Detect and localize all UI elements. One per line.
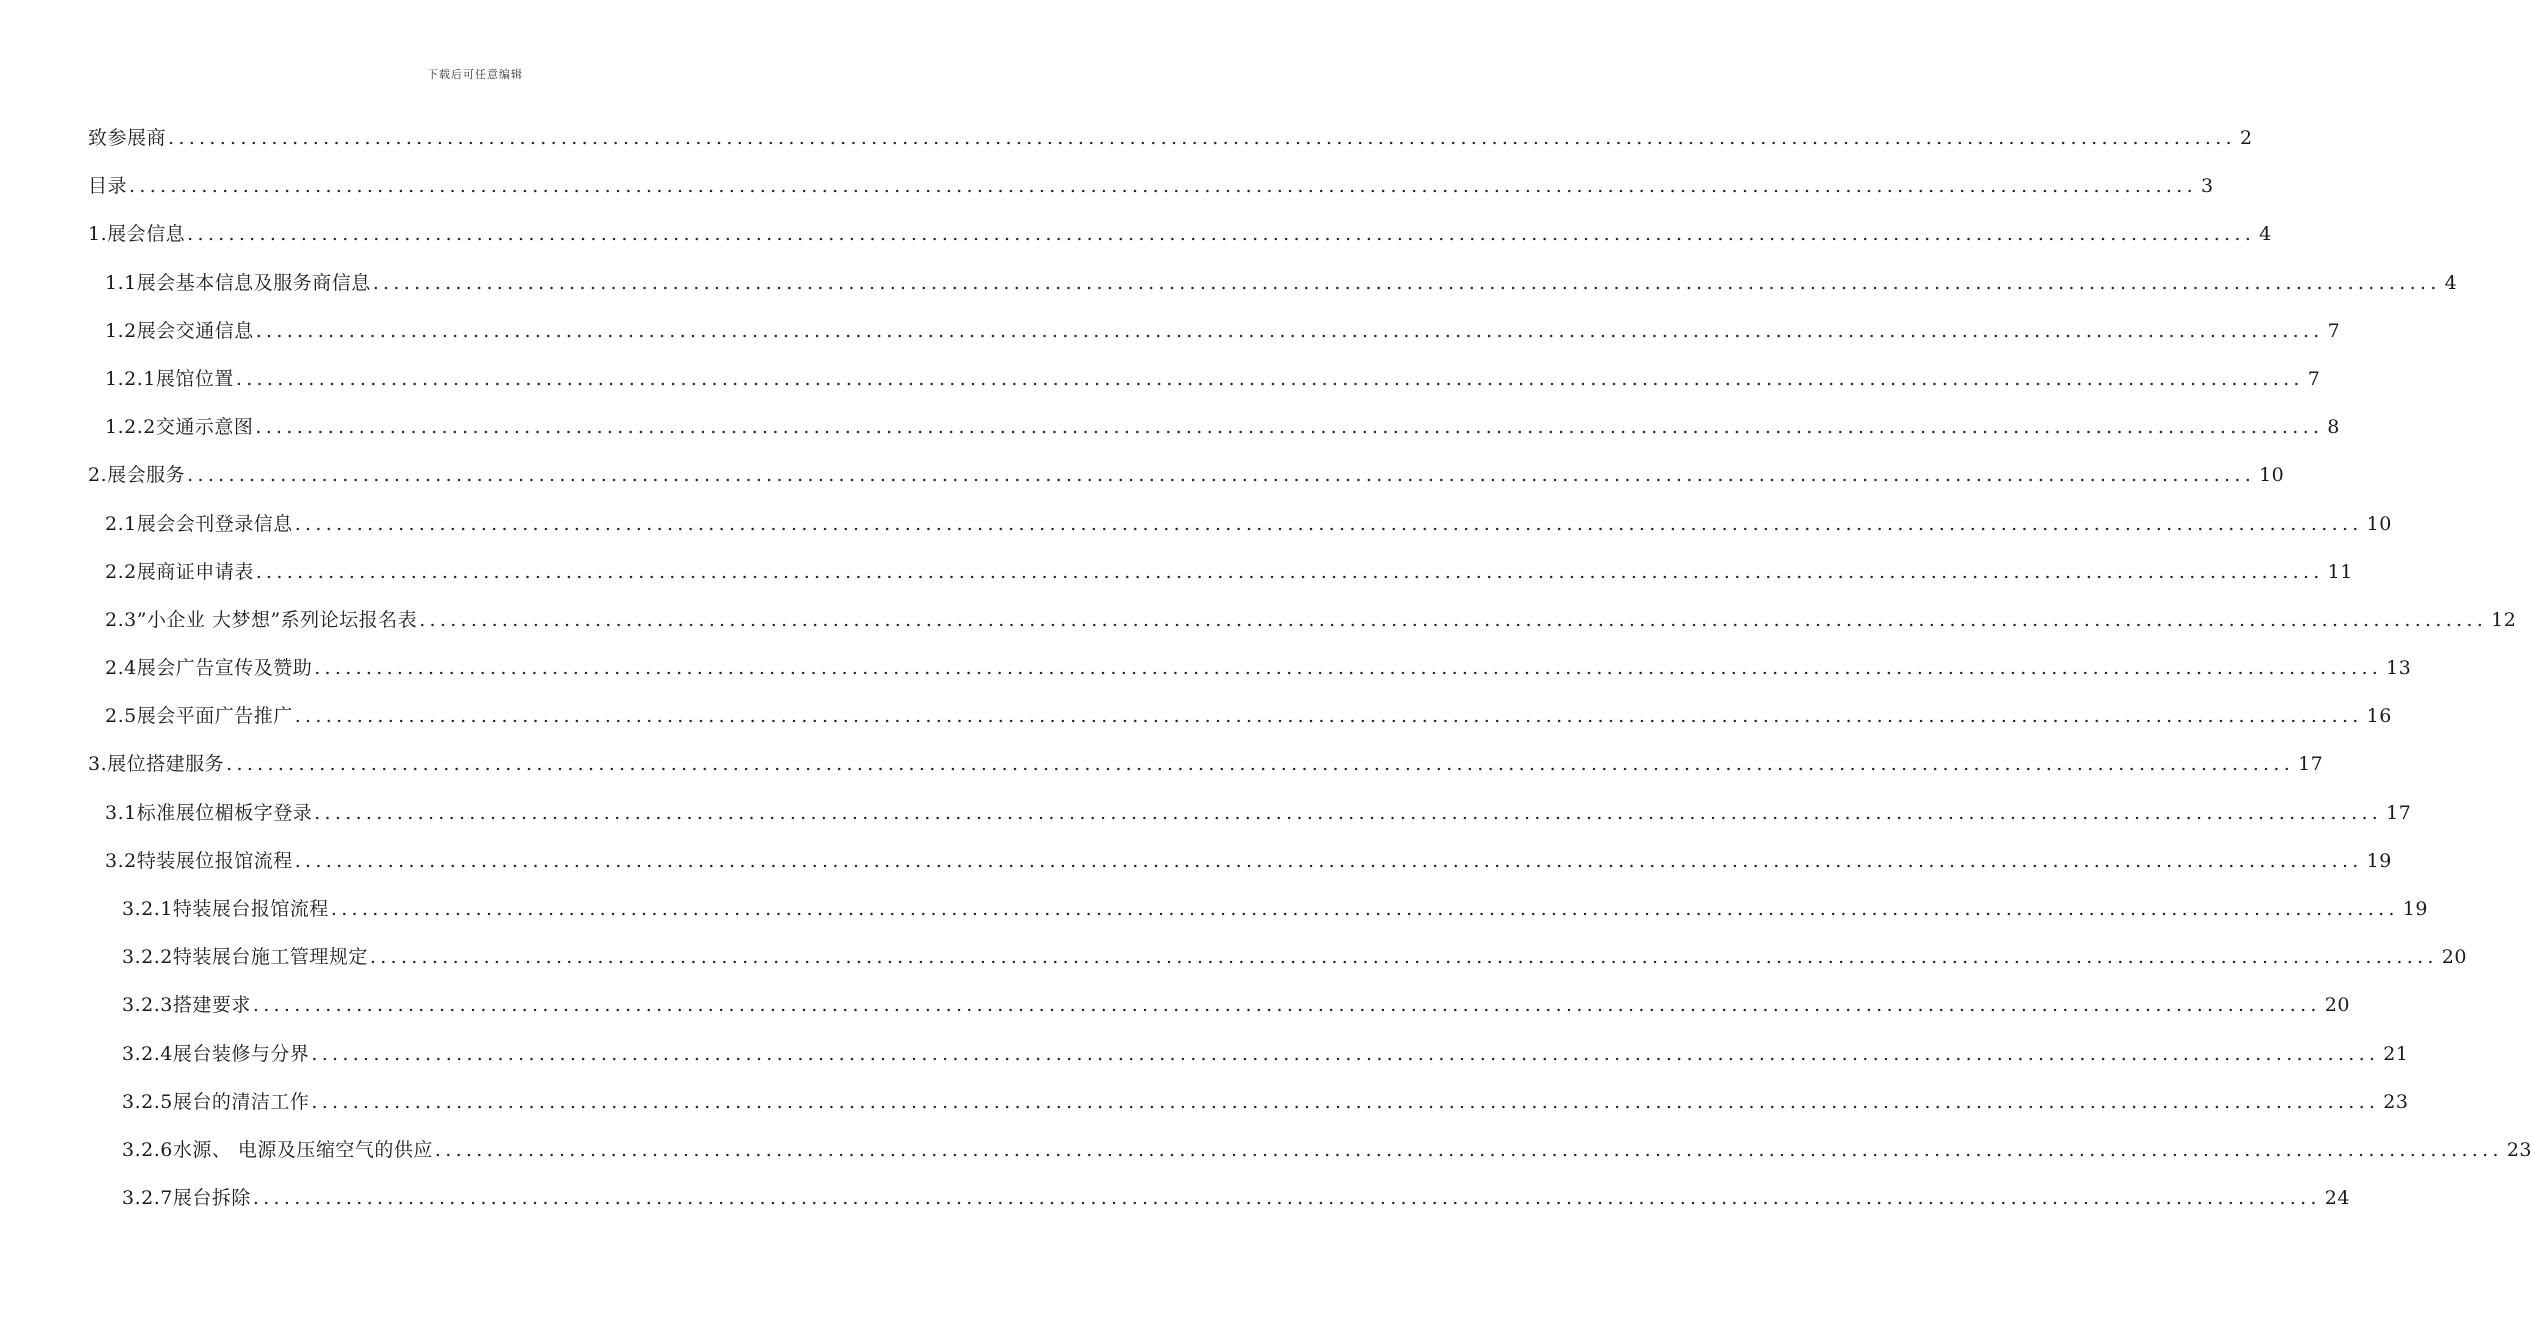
toc-entry-label: 2.5展会平面广告推广 (105, 705, 293, 728)
toc-entry[interactable] (88, 1078, 2409, 1126)
toc-dot-leader: ........................................................................................................................................................................................................ (330, 898, 2399, 920)
toc-entry-page-number: 19 (2402, 898, 2428, 920)
toc-entry-page-number: 10 (2366, 512, 2392, 535)
toc-dot-leader: ........................................................................................................................................................................................................ (294, 512, 2363, 535)
toc-entry-page-number: 20 (2324, 994, 2350, 1017)
toc-dot-leader: ........................................................................................................................................................................................................ (369, 946, 2438, 969)
toc-entry-page-number: 16 (2366, 705, 2392, 728)
toc-dot-leader: ........................................................................................................................................................................................................ (235, 367, 2304, 390)
toc-entry-page-number: 23 (2506, 1138, 2532, 1161)
toc-entry[interactable] (88, 1174, 2350, 1222)
toc-entry[interactable] (88, 259, 2458, 307)
toc-entry-page-number: 13 (2386, 657, 2412, 680)
toc-entry-label: 3.2.4展台装修与分界 (122, 1042, 310, 1065)
table-of-contents (88, 114, 2532, 1222)
toc-dot-leader: ........................................................................................................................................................................................................ (252, 1187, 2321, 1210)
toc-entry[interactable] (88, 162, 2214, 210)
toc-entry-page-number: 12 (2491, 608, 2517, 631)
toc-dot-leader: ........................................................................................................................................................................................................ (255, 416, 2324, 439)
toc-entry-page-number: 2 (2239, 127, 2253, 149)
toc-dot-leader: ........................................................................................................................................................................................................ (314, 801, 2383, 824)
toc-entry-page-number: 4 (2444, 271, 2458, 294)
toc-entry-label: 1.2.2交通示意图 (105, 416, 254, 439)
toc-entry[interactable] (88, 596, 2517, 644)
toc-dot-leader: ........................................................................................................................................................................................................ (255, 560, 2324, 583)
toc-dot-leader: ........................................................................................................................................................................................................ (129, 175, 2197, 198)
toc-entry-label: 3.2.5展台的清洁工作 (122, 1090, 310, 1113)
toc-dot-leader: ........................................................................................................................................................................................................ (252, 994, 2321, 1017)
toc-entry-label: 3.2.3搭建要求 (122, 994, 251, 1017)
toc-entry[interactable] (88, 981, 2350, 1029)
toc-entry[interactable] (88, 403, 2340, 451)
toc-entry-label: 3.2特装展位报馆流程 (105, 849, 293, 872)
toc-entry-label: 3.2.1特装展台报馆流程 (122, 898, 329, 920)
toc-entry-label: 3.展位搭建服务 (88, 753, 225, 776)
toc-entry-label: 目录 (88, 175, 128, 198)
toc-entry-page-number: 23 (2383, 1090, 2409, 1113)
toc-entry-label: 1.展会信息 (88, 223, 186, 246)
toc-entry[interactable] (88, 692, 2392, 740)
toc-entry[interactable] (88, 114, 2253, 162)
toc-entry-page-number: 7 (2327, 319, 2341, 342)
toc-entry-label: 3.2.6水源、 电源及压缩空气的供应 (122, 1138, 433, 1161)
toc-dot-leader: ........................................................................................................................................................................................................ (434, 1138, 2503, 1161)
toc-entry[interactable] (88, 1030, 2409, 1078)
toc-dot-leader: ........................................................................................................................................................................................................ (314, 657, 2383, 680)
toc-entry[interactable] (88, 500, 2392, 548)
toc-entry-page-number: 17 (2298, 753, 2324, 776)
toc-entry-label: 3.2.2特装展台施工管理规定 (122, 946, 368, 969)
toc-entry-page-number: 19 (2366, 849, 2392, 872)
toc-entry-page-number: 4 (2259, 223, 2272, 246)
toc-dot-leader: ........................................................................................................................................................................................................ (168, 127, 2236, 149)
toc-entry[interactable] (88, 548, 2353, 596)
toc-entry-label: 2.4展会广告宣传及赞助 (105, 657, 313, 680)
toc-dot-leader: ........................................................................................................................................................................................................ (255, 319, 2324, 342)
toc-entry[interactable] (88, 307, 2341, 355)
toc-entry[interactable] (88, 740, 2324, 788)
toc-entry-label: 3.1标准展位楣板字登录 (105, 801, 313, 824)
toc-dot-leader: ........................................................................................................................................................................................................ (311, 1090, 2380, 1113)
toc-dot-leader: ........................................................................................................................................................................................................ (372, 271, 2441, 294)
toc-entry[interactable] (88, 355, 2321, 403)
toc-entry[interactable] (88, 837, 2392, 885)
toc-dot-leader: ........................................................................................................................................................................................................ (226, 753, 2295, 776)
toc-entry-label: 1.2.1展馆位置 (105, 367, 234, 390)
toc-dot-leader: ........................................................................................................................................................................................................ (419, 608, 2488, 631)
toc-entry-label: 3.2.7展台拆除 (122, 1187, 251, 1210)
toc-entry-label: 2.展会服务 (88, 464, 186, 487)
toc-dot-leader: ........................................................................................................................................................................................................ (294, 705, 2363, 728)
toc-entry-page-number: 8 (2327, 416, 2340, 439)
toc-entry-page-number: 21 (2383, 1042, 2409, 1065)
toc-entry-page-number: 3 (2200, 175, 2214, 198)
toc-entry-label: 1.2展会交通信息 (105, 319, 254, 342)
toc-entry-label: 2.2展商证申请表 (105, 560, 254, 583)
toc-entry-label: 1.1展会基本信息及服务商信息 (105, 271, 371, 294)
toc-entry[interactable] (88, 933, 2467, 981)
toc-dot-leader: ........................................................................................................................................................................................................ (311, 1042, 2380, 1065)
toc-entry-page-number: 24 (2324, 1187, 2350, 1210)
toc-entry[interactable] (88, 789, 2412, 837)
toc-dot-leader: ........................................................................................................................................................................................................ (294, 849, 2363, 872)
toc-dot-leader: ........................................................................................................................................................................................................ (187, 464, 2256, 487)
toc-dot-leader: ........................................................................................................................................................................................................ (187, 223, 2256, 246)
page-header-note: 下载后可任意编辑 (427, 68, 523, 81)
toc-entry[interactable] (88, 885, 2428, 933)
toc-entry[interactable] (88, 644, 2412, 692)
toc-entry-page-number: 20 (2441, 946, 2467, 969)
toc-entry-label: 致参展商 (88, 127, 167, 149)
toc-entry[interactable] (88, 210, 2272, 258)
toc-entry[interactable] (88, 451, 2285, 499)
toc-entry-label: 2.1展会会刊登录信息 (105, 512, 293, 535)
toc-entry-page-number: 17 (2386, 801, 2412, 824)
toc-entry-page-number: 11 (2327, 560, 2353, 583)
toc-entry-page-number: 10 (2259, 464, 2285, 487)
toc-entry[interactable] (88, 1126, 2532, 1174)
toc-entry-label: 2.3”小企业 大梦想”系列论坛报名表 (105, 608, 418, 631)
toc-entry-page-number: 7 (2307, 367, 2321, 390)
